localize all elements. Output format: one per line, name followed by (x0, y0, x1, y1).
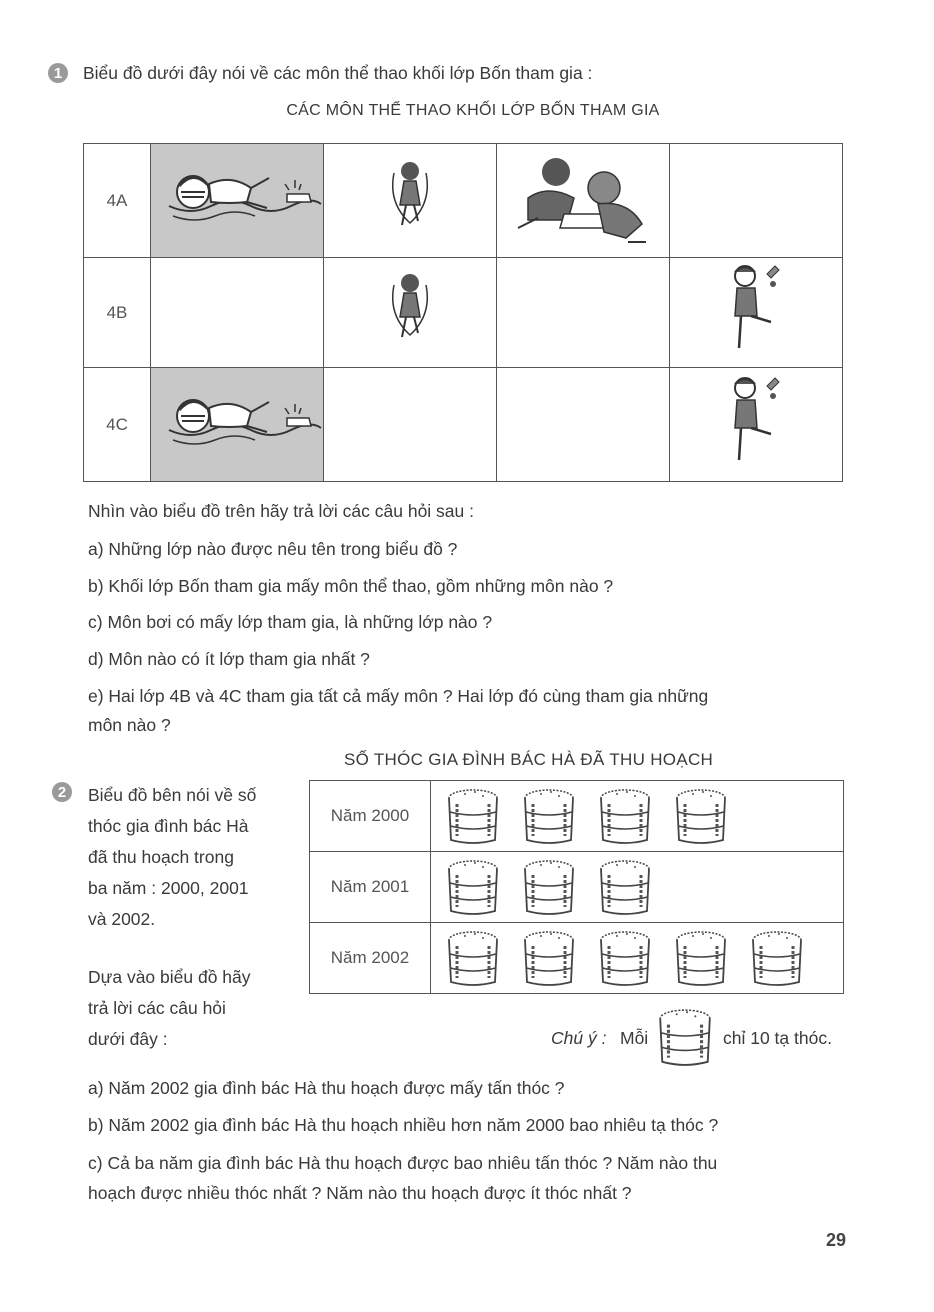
note-rice-bin-icon (655, 1006, 715, 1073)
rice-bin-icon (749, 928, 805, 988)
rice-bin-icon (521, 928, 577, 988)
rice-chart-title: SỐ THÓC GIA ĐÌNH BÁC HÀ ĐÃ THU HOẠCH (344, 750, 714, 769)
note-label: Chú ý : (551, 1028, 607, 1048)
swimmer-icon (151, 144, 323, 252)
page-number: 29 (826, 1230, 847, 1250)
bins-2000 (431, 781, 844, 852)
swimmer-icon (151, 368, 323, 476)
ex1-question-a: a) Những lớp nào được nêu tên trong biểu đồ ? (88, 539, 458, 559)
rice-bin-icon (597, 857, 653, 917)
chess-cell-4a (497, 144, 670, 258)
row-label-4c: 4C (84, 368, 151, 482)
swim-cell-4c (151, 368, 324, 482)
ex2-left-text2-1: Dựa vào biểu đồ hãy (88, 967, 251, 987)
shuttlecock-cell-4b (670, 258, 843, 368)
rice-bin-icon (445, 928, 501, 988)
ex2-question-c-line2: hoạch được nhiều thóc nhất ? Năm nào thu hoạch được ít thóc nhất ? (88, 1183, 632, 1203)
jump-rope-girl-icon (380, 153, 440, 243)
rice-bin-icon (673, 786, 729, 846)
row-label-4b: 4B (84, 258, 151, 368)
chess-cell-4b (497, 258, 670, 368)
ex2-left-text-5: và 2002. (88, 909, 156, 929)
rice-bin-icon (445, 857, 501, 917)
jumprope-cell-4b (324, 258, 497, 368)
year-label-2000: Năm 2000 (310, 781, 431, 852)
jumprope-cell-4a (324, 144, 497, 258)
ex1-question-d: d) Môn nào có ít lớp tham gia nhất ? (88, 649, 370, 669)
bins-2001 (431, 852, 844, 923)
row-label-4a: 4A (84, 144, 151, 258)
shuttlecock-cell-4c (670, 368, 843, 482)
ex1-question-b: b) Khối lớp Bốn tham gia mấy môn thể thao, gồm những môn nào ? (88, 576, 614, 596)
ex2-left-text2-2: trả lời các câu hỏi (88, 998, 226, 1018)
year-label-2001: Năm 2001 (310, 852, 431, 923)
ex1-question-e-line1: e) Hai lớp 4B và 4C tham gia tất cả mấy môn ? Hai lớp đó cùng tham gia những (88, 686, 709, 706)
ex1-question-e-line2: môn nào ? (88, 715, 171, 735)
rice-bin-icon (521, 786, 577, 846)
swim-cell-4b (151, 258, 324, 368)
exercise-1-badge: 1 (48, 63, 68, 83)
ex1-question-intro: Nhìn vào biểu đồ trên hãy trả lời các câu hỏi sau : (88, 501, 474, 521)
sports-chart (83, 143, 843, 482)
ex2-left-text-3: đã thu hoạch trong (88, 847, 234, 867)
swim-cell-4a (151, 144, 324, 258)
rice-bin-icon (445, 786, 501, 846)
shuttlecock-boy-icon (721, 372, 791, 472)
jumprope-cell-4c (324, 368, 497, 482)
ex2-question-a: a) Năm 2002 gia đình bác Hà thu hoạch được mấy tấn thóc ? (88, 1078, 565, 1098)
ex2-question-b: b) Năm 2002 gia đình bác Hà thu hoạch nhiều hơn năm 2000 bao nhiêu tạ thóc ? (88, 1115, 719, 1135)
rice-chart (309, 780, 844, 994)
year-label-2002: Năm 2002 (310, 923, 431, 994)
rice-bin-icon (597, 928, 653, 988)
shuttlecock-cell-4a (670, 144, 843, 258)
note-each: Mỗi (620, 1028, 649, 1048)
exercise-1-intro: Biểu đồ dưới đây nói về các môn thể thao khối lớp Bốn tham gia : (83, 63, 593, 83)
ex2-left-text-1: Biểu đồ bên nói về số (88, 785, 257, 805)
chess-players-icon (508, 148, 658, 248)
ex2-question-c-line1: c) Cả ba năm gia đình bác Hà thu hoạch được bao nhiêu tấn thóc ? Năm nào thu (88, 1153, 718, 1173)
rice-bin-icon (521, 857, 577, 917)
rice-bin-icon (597, 786, 653, 846)
ex2-left-text2-3: dưới đây : (88, 1029, 168, 1049)
sports-chart-title: CÁC MÔN THỂ THAO KHỐI LỚP BỐN THAM GIA (286, 102, 660, 119)
chess-cell-4c (497, 368, 670, 482)
jump-rope-girl-icon (380, 265, 440, 355)
ex2-left-text-4: ba năm : 2000, 2001 (88, 878, 249, 898)
bins-2002 (431, 923, 844, 994)
exercise-2-badge: 2 (52, 782, 72, 802)
rice-bin-icon (673, 928, 729, 988)
ex2-left-text-2: thóc gia đình bác Hà (88, 816, 249, 836)
note-value: chỉ 10 tạ thóc. (723, 1028, 832, 1048)
shuttlecock-boy-icon (721, 260, 791, 360)
ex1-question-c: c) Môn bơi có mấy lớp tham gia, là những lớp nào ? (88, 612, 493, 632)
